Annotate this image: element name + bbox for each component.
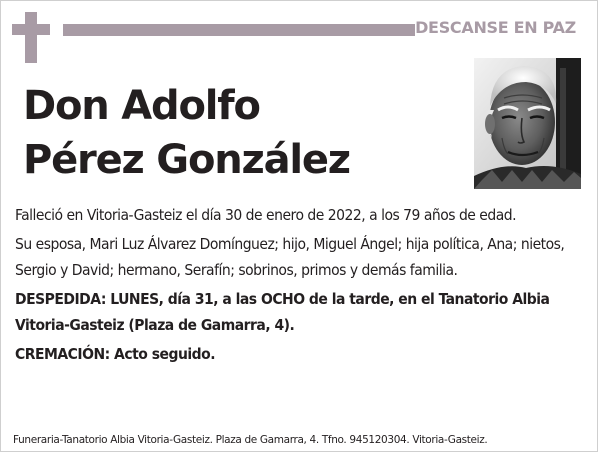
portrait-photo (474, 58, 581, 189)
portrait-photo-image (474, 58, 581, 189)
family-list: Su esposa, Mari Luz Álvarez Domínguez; hijo, Miguel Ángel; hija política, Ana; nietos, Sergio y David; hermano, Serafín; sobrinos, primos y demás familia. (15, 235, 565, 279)
cross-icon-vertical-bar (25, 12, 37, 63)
funeral-home-footer: Funeraria-Tanatorio Albia Vitoria-Gasteiz. Plaza de Gamarra, 4. Tfno. 945120304. Vitoria-Gasteiz. (13, 434, 488, 446)
name-line-2: Pérez González (23, 137, 350, 183)
deceased-name (23, 79, 350, 187)
name-line-1: Don Adolfo (23, 83, 260, 129)
cross-icon-horizontal-bar (12, 24, 50, 35)
header-rule (63, 24, 415, 36)
obituary-body (15, 202, 581, 370)
farewell-details: DESPEDIDA: LUNES, día 31, a las OCHO de la tarde, en el Tanatorio Albia Vitoria-Gasteiz (Plaza de Gamarra, 4). (15, 290, 550, 334)
death-announcement: Falleció en Vitoria-Gasteiz el día 30 de enero de 2022, a los 79 años de edad. (15, 206, 517, 224)
cremation-details: CREMACIÓN: Acto seguido. (15, 345, 216, 363)
header-label: DESCANSE EN PAZ (415, 18, 576, 37)
